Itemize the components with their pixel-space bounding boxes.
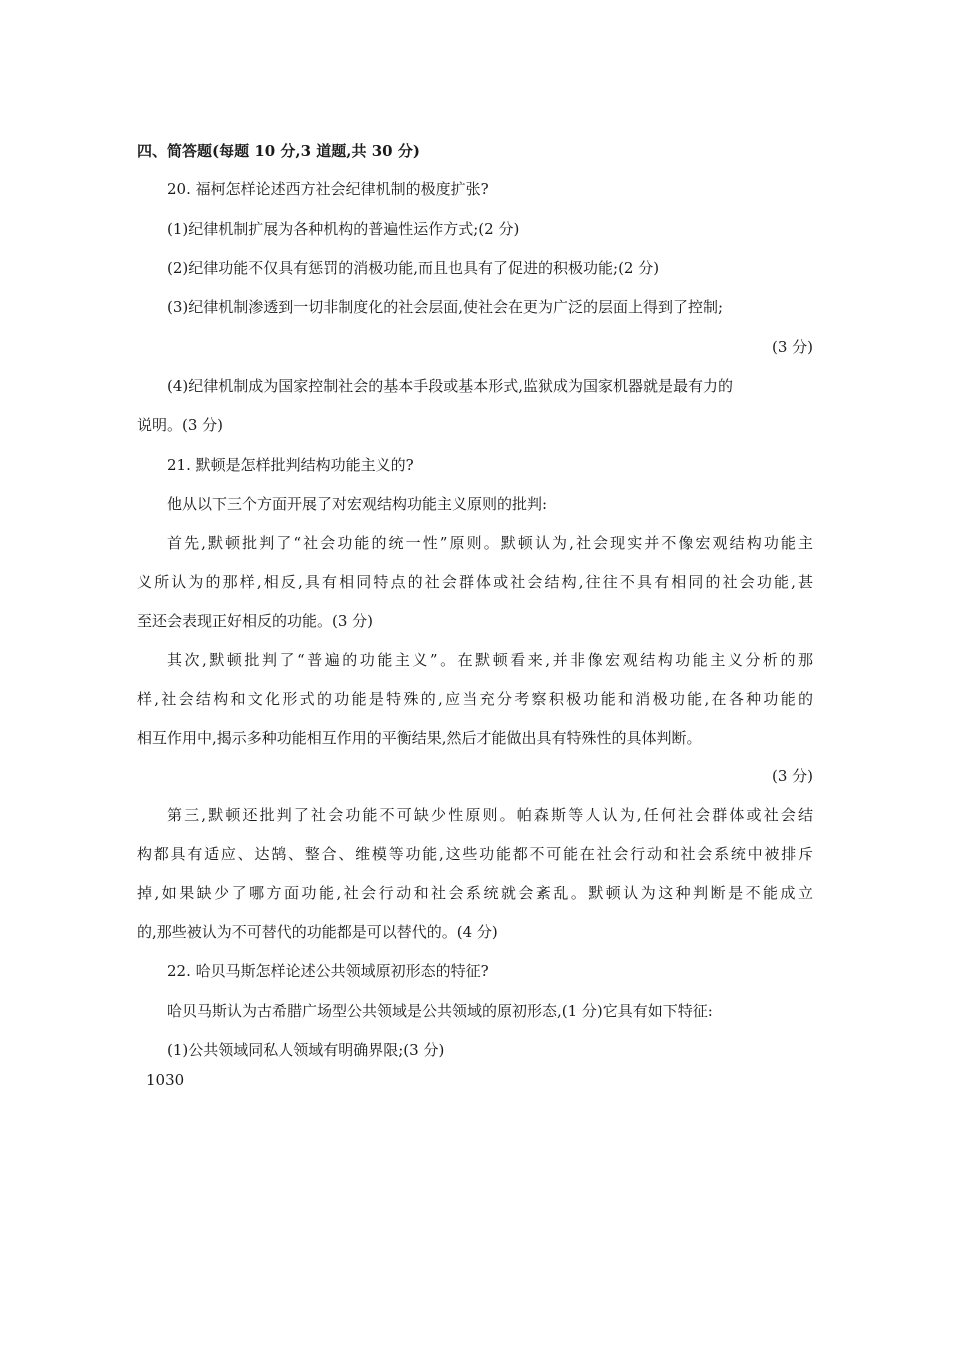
- q21-line-6: 样,社会结构和文化形式的功能是特殊的,应当充分考察积极功能和消极功能,在各种功能的: [137, 690, 813, 708]
- q21-line-11: 掉,如果缺少了哪方面功能,社会行动和社会系统就会紊乱。默顿认为这种判断是不能成立: [137, 884, 813, 902]
- q21-line-12: 的,那些被认为不可替代的功能都是可以替代的。(4 分): [137, 923, 498, 941]
- q21-line-7: 相互作用中,揭示多种功能相互作用的平衡结果,然后才能做出具有特殊性的具体判断。: [137, 729, 702, 747]
- q21-line-10: 构都具有适应、达鹄、整合、维模等功能,这些功能都不可能在社会行动和社会系统中被排斥: [137, 845, 813, 863]
- q20-line-4-score: (3 分): [771, 338, 813, 356]
- q20-line-2: (2)纪律功能不仅具有惩罚的消极功能,而且也具有了促进的积极功能;(2 分): [167, 259, 660, 277]
- q21-line-4: 至还会表现正好相反的功能。(3 分): [137, 612, 374, 630]
- q22-question: 22. 哈贝马斯怎样论述公共领域原初形态的特征?: [167, 962, 489, 980]
- q20-question: 20. 福柯怎样论述西方社会纪律机制的极度扩张?: [167, 180, 489, 198]
- q20-line-5: (4)纪律机制成为国家控制社会的基本手段或基本形式,监狱成为国家机器就是最有力的: [167, 377, 734, 395]
- q21-line-5: 其次,默顿批判了“普遍的功能主义”。在默顿看来,并非像宏观结构功能主义分析的那: [167, 651, 813, 669]
- page-number: 1030: [146, 1071, 185, 1089]
- section-heading: 四、简答题(每题 10 分,3 道题,共 30 分): [137, 142, 420, 160]
- q22-line-1: 哈贝马斯认为古希腊广场型公共领域是公共领域的原初形态,(1 分)它具有如下特征:: [167, 1002, 713, 1020]
- q21-question: 21. 默顿是怎样批判结构功能主义的?: [167, 456, 414, 474]
- q20-line-6: 说明。(3 分): [137, 416, 224, 434]
- q20-line-3: (3)纪律机制渗透到一切非制度化的社会层面,使社会在更为广泛的层面上得到了控制;: [167, 298, 724, 316]
- q21-line-8-score: (3 分): [771, 767, 813, 785]
- q21-line-2: 首先,默顿批判了“社会功能的统一性”原则。默顿认为,社会现实并不像宏观结构功能主: [167, 534, 813, 552]
- q21-line-3: 义所认为的那样,相反,具有相同特点的社会群体或社会结构,往往不具有相同的社会功能,甚: [137, 573, 813, 591]
- q20-line-1: (1)纪律机制扩展为各种机构的普遍性运作方式;(2 分): [167, 220, 520, 238]
- q21-line-9: 第三,默顿还批判了社会功能不可缺少性原则。帕森斯等人认为,任何社会群体或社会结: [167, 806, 813, 824]
- q21-line-1: 他从以下三个方面开展了对宏观结构功能主义原则的批判:: [167, 495, 548, 513]
- q22-line-2: (1)公共领域同私人领域有明确界限;(3 分): [167, 1041, 445, 1059]
